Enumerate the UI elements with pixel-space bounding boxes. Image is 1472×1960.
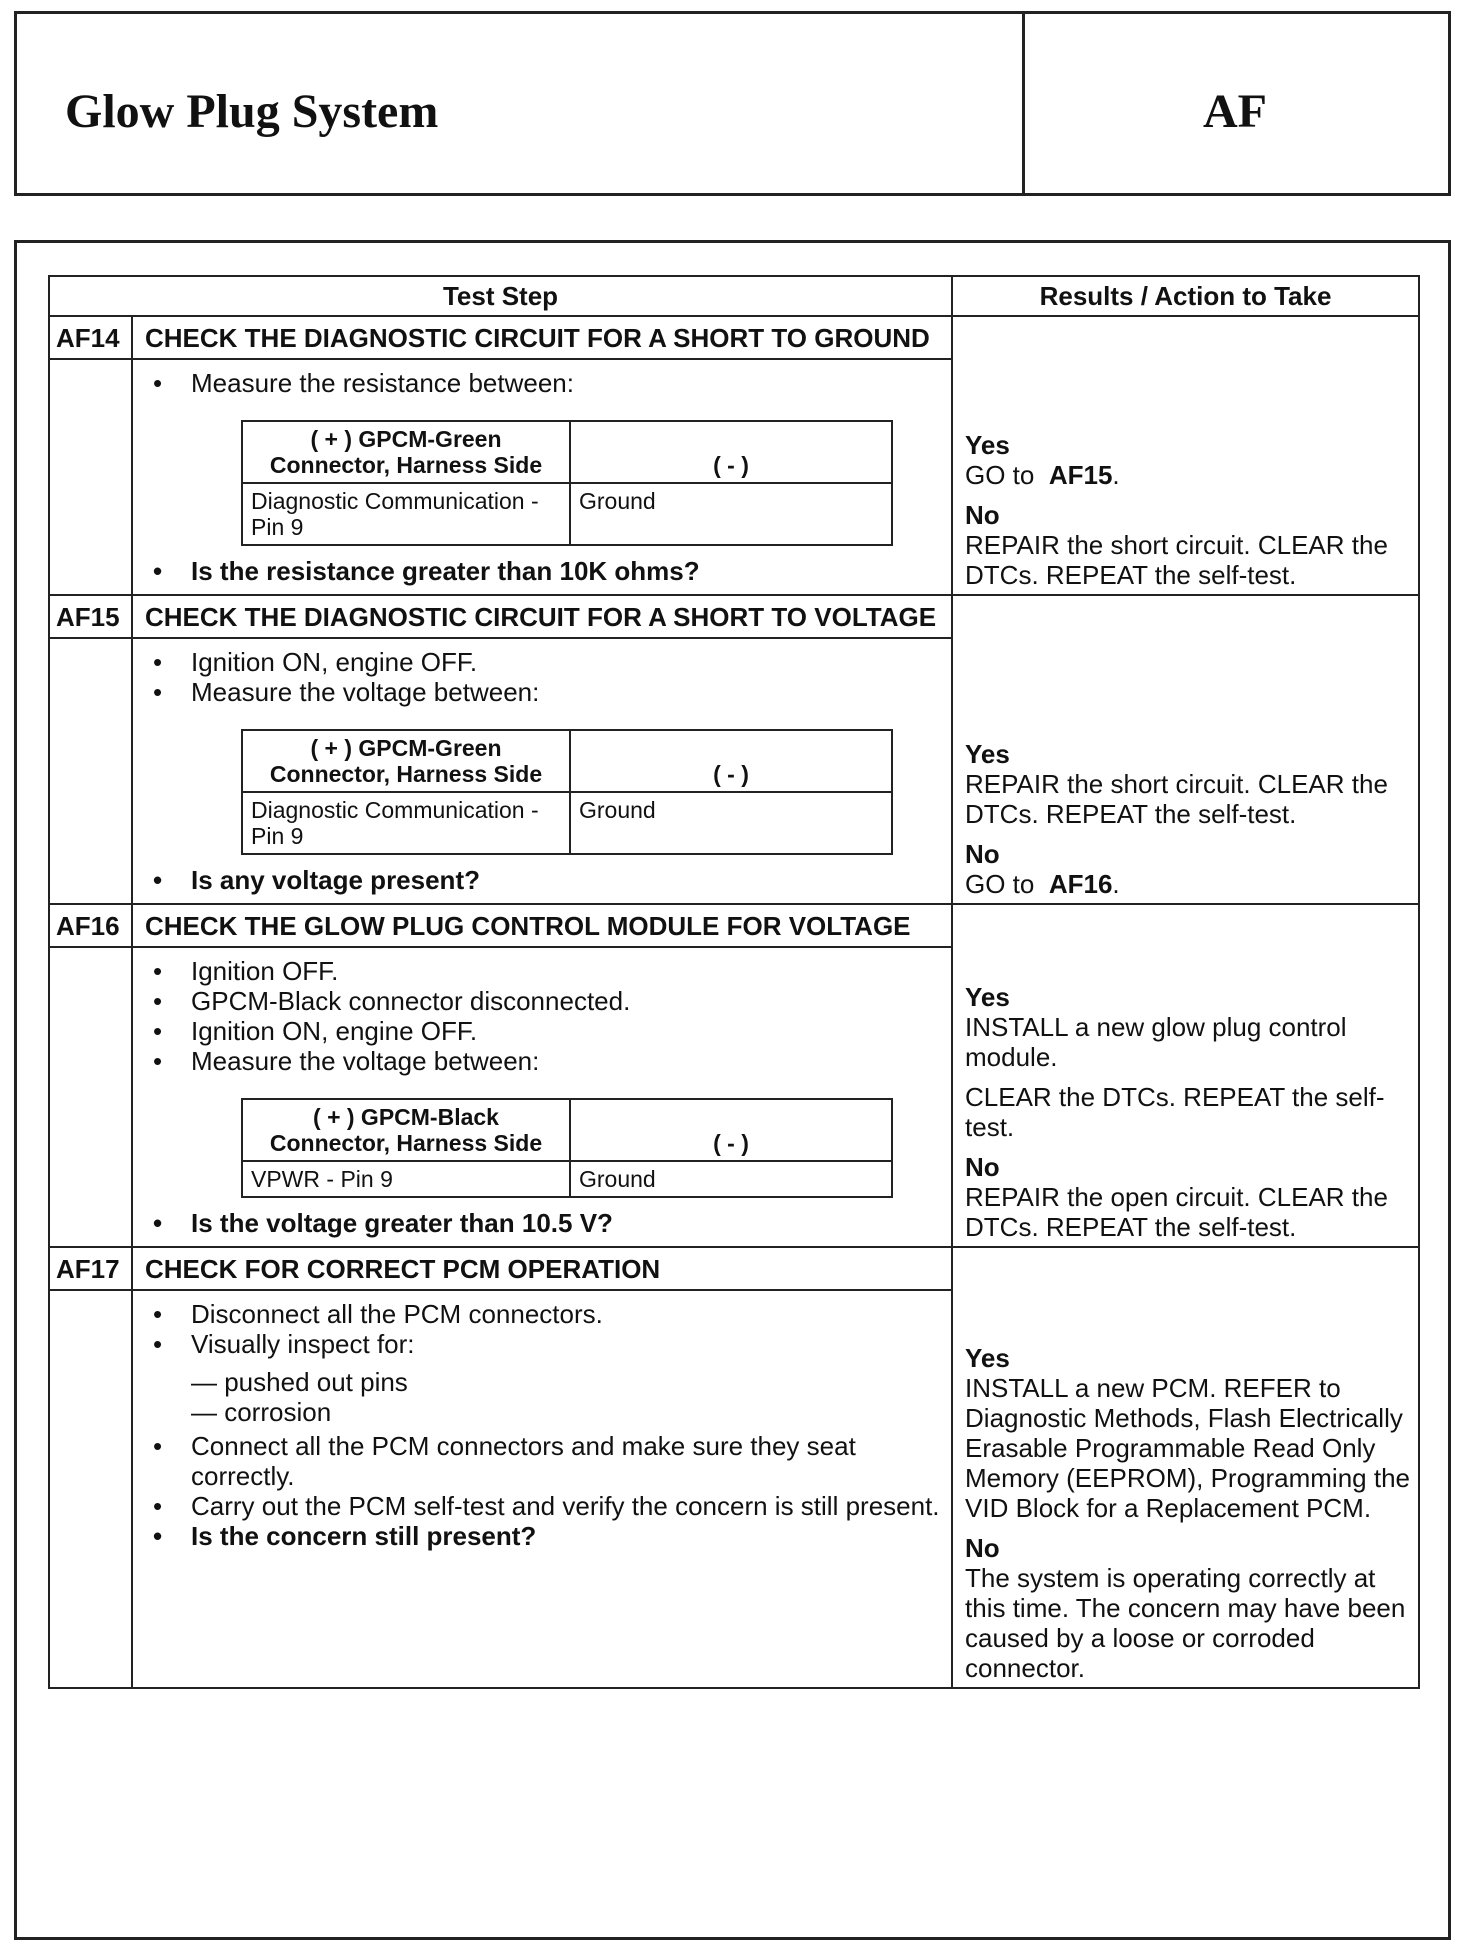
no-action: GO to AF16. [965,869,1120,899]
yes-label: Yes [965,982,1010,1012]
instruction-item: • Measure the resistance between: [191,368,943,398]
instruction-list [141,1299,943,1359]
instruction-item: • Carry out the PCM self-test and verify the concern is still present. [191,1491,943,1521]
instruction-item: • Connect all the PCM connectors and make sure they seat correctly. [191,1431,943,1491]
inspection-item: — pushed out pins [191,1367,408,1397]
connector-plus-value: Diagnostic Communication - Pin 9 [242,483,570,545]
step-id: AF15 [49,595,132,638]
no-action: The system is operating correctly at this time. The concern may have been caused by a loose or corroded connector. [965,1563,1406,1683]
connector-minus-header: ( - ) [570,1099,892,1161]
connector-minus-value: Ground [570,792,892,854]
col-header-test-step: Test Step [49,276,952,316]
instruction-list [141,368,943,398]
connector-plus-value: VPWR - Pin 9 [242,1161,570,1197]
step-title: CHECK THE DIAGNOSTIC CIRCUIT FOR A SHORT TO VOLTAGE [132,595,952,638]
step-id: AF14 [49,316,132,359]
test-step-table [48,275,1420,1689]
instruction-item: • GPCM-Black connector disconnected. [191,986,943,1016]
test-question: • Is the resistance greater than 10K ohms? [191,556,943,586]
no-label: No [965,1533,1000,1563]
step-id: AF16 [49,904,132,947]
instruction-item: • Ignition ON, engine OFF. [191,647,943,677]
step-id: AF17 [49,1247,132,1290]
instruction-item: • Measure the voltage between: [191,1046,943,1076]
step-result [952,316,1419,595]
inspection-list [141,1367,943,1427]
connector-minus-value: Ground [570,1161,892,1197]
table-header-row [49,276,1419,316]
connector-table [241,729,893,855]
instruction-item: • Ignition OFF. [191,956,943,986]
connector-table [241,1098,893,1198]
instruction-item: • Measure the voltage between: [191,677,943,707]
no-label: No [965,1152,1000,1182]
yes-action: GO to AF15. [965,460,1120,490]
test-question: • Is the voltage greater than 10.5 V? [191,1208,943,1238]
no-action: REPAIR the short circuit. CLEAR the DTCs. REPEAT the self-test. [965,530,1388,590]
instruction-item: • Ignition ON, engine OFF. [191,1016,943,1046]
step-result [952,595,1419,904]
no-label: No [965,500,1000,530]
step-title-row [49,316,1419,359]
step-title-row [49,595,1419,638]
yes-action: REPAIR the short circuit. CLEAR the DTCs. REPEAT the self-test. [965,769,1388,829]
no-label: No [965,839,1000,869]
yes-action: INSTALL a new PCM. REFER to Diagnostic Methods, Flash Electrically Erasable Programmable Read Only Memory (EEPROM), Programming the VID Block for a Replacement PCM. [965,1373,1410,1523]
connector-plus-header: ( + ) GPCM-Green Connector, Harness Side [242,421,570,483]
inspection-item: — corrosion [191,1397,332,1427]
yes-ref: AF15 [1048,460,1113,490]
yes-action: INSTALL a new glow plug control module. [965,1012,1347,1072]
yes-action-2: CLEAR the DTCs. REPEAT the self-test. [965,1082,1385,1142]
test-question: • Is any voltage present? [191,865,943,895]
step-result [952,1247,1419,1688]
connector-minus-header: ( - ) [570,421,892,483]
step-title: CHECK THE GLOW PLUG CONTROL MODULE FOR VOLTAGE [132,904,952,947]
instruction-item: • Disconnect all the PCM connectors. [191,1299,943,1329]
section-code: AF [1203,85,1267,138]
connector-table [241,420,893,546]
col-header-results: Results / Action to Take [952,276,1419,316]
step-result [952,904,1419,1247]
no-action: REPAIR the open circuit. CLEAR the DTCs. REPEAT the self-test. [965,1182,1388,1242]
instruction-list [141,647,943,707]
step-body [132,359,952,595]
instruction-list [141,956,943,1076]
yes-text: GO to [965,460,1035,490]
yes-label: Yes [965,1343,1010,1373]
connector-plus-header: ( + ) GPCM-Black Connector, Harness Side [242,1099,570,1161]
page-header [14,11,1451,196]
step-title: CHECK FOR CORRECT PCM OPERATION [132,1247,952,1290]
no-text: GO to [965,869,1035,899]
page-title: Glow Plug System [65,85,439,138]
yes-label: Yes [965,739,1010,769]
test-question: • Is the concern still present? [191,1521,943,1551]
step-body [132,1290,952,1688]
step-body [132,947,952,1247]
connector-minus-value: Ground [570,483,892,545]
no-ref: AF16 [1048,869,1113,899]
yes-label: Yes [965,430,1010,460]
step-title-row [49,1247,1419,1290]
instruction-item: • Visually inspect for: [191,1329,943,1359]
connector-plus-header: ( + ) GPCM-Green Connector, Harness Side [242,730,570,792]
connector-plus-value: Diagnostic Communication - Pin 9 [242,792,570,854]
connector-minus-header: ( - ) [570,730,892,792]
step-title: CHECK THE DIAGNOSTIC CIRCUIT FOR A SHORT TO GROUND [132,316,952,359]
step-title-row [49,904,1419,947]
step-body [132,638,952,904]
